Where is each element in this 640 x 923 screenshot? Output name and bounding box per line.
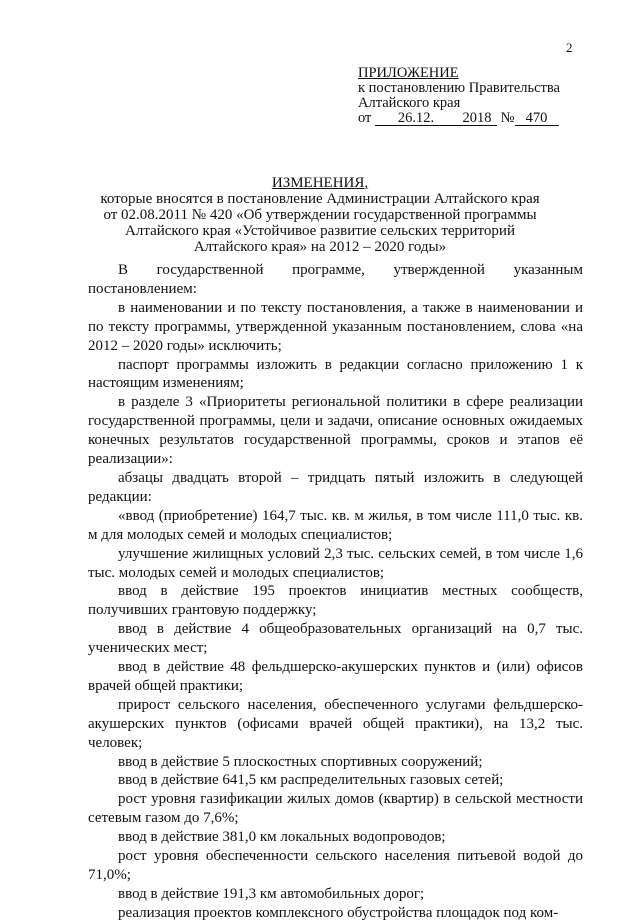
- body-paragraph: паспорт программы изложить в редакции согласно приложению 1 к настоящим изменениям;: [88, 356, 583, 392]
- body-paragraph: ввод в действие 191,3 км автомобильных дорог;: [118, 885, 425, 902]
- appendix-heading: ПРИЛОЖЕНИЕ: [358, 65, 459, 81]
- resolution-year: 2018: [457, 111, 497, 126]
- body-paragraph: рост уровня обеспеченности сельского населения питьевой водой до 71,0%;: [88, 848, 583, 883]
- page-number: 2: [566, 40, 573, 55]
- body-paragraph: реализация проектов комплексного обустройства площадок под ком-: [118, 904, 559, 921]
- date-prefix: от: [358, 110, 372, 126]
- title-line: Алтайского края «Устойчивое развитие сельских территорий: [125, 223, 515, 239]
- title-line: Алтайского края» на 2012 – 2020 годы»: [193, 239, 447, 255]
- body-paragraph: прирост сельского населения, обеспеченного услугами фельдшерско-акушерских пунктов (офисами врачей общей практики), на 13,2 тыс. человек;: [88, 696, 583, 751]
- appendix-date-line: [358, 111, 560, 126]
- appendix-line-region: Алтайского края: [358, 95, 461, 111]
- body-paragraph: в разделе 3 «Приоритеты региональной политики в сфере реализации государственной программы, цели и задачи, описание основных ожидаемых конечных результатов государственной программы, сроков и этапов её реализации»:: [88, 394, 583, 468]
- body-paragraph: ввод в действие 5 плоскостных спортивных сооружений;: [118, 753, 483, 770]
- appendix-block: [358, 66, 560, 126]
- title-line: которые вносятся в постановление Администрации Алтайского края: [100, 191, 540, 207]
- body-paragraph: ввод в действие 195 проектов инициатив местных сообществ, получивших грантовую поддержку;: [88, 583, 583, 619]
- body-paragraph: абзацы двадцать второй – тридцать пятый изложить в следующей редакции:: [88, 469, 583, 505]
- body-paragraph: ввод в действие 4 общеобразовательных организаций на 0,7 тыс. ученических мест;: [88, 621, 583, 657]
- body-paragraph: ввод в действие 381,0 км локальных водопроводов;: [118, 829, 446, 846]
- resolution-number: 470: [515, 111, 559, 126]
- number-sign: №: [500, 110, 515, 126]
- resolution-date: 26.12.: [375, 111, 457, 126]
- title-line: от 02.08.2011 № 420 «Об утверждении государственной программы: [103, 207, 537, 223]
- appendix-line-resolution: к постановлению Правительства: [358, 80, 560, 96]
- body-paragraph: В государственной программе, утвержденной указанным постановлением:: [88, 262, 583, 297]
- body-paragraph: «ввод (приобретение) 164,7 тыс. кв. м жилья, в том числе 111,0 тыс. кв. м для молодых семей и молодых специалистов;: [88, 507, 583, 543]
- body-paragraph: ввод в действие 48 фельдшерско-акушерских пунктов и (или) офисов врачей общей практики;: [88, 659, 583, 694]
- body-paragraph: улучшение жилищных условий 2,3 тыс. сельских семей, в том числе 1,6 тыс. молодых семей и молодых специалистов;: [88, 545, 583, 581]
- body-paragraph: ввод в действие 641,5 км распределительных газовых сетей;: [118, 772, 504, 789]
- document-title: [0, 175, 640, 255]
- body-paragraph: рост уровня газификации жилых домов (квартир) в сельской местности сетевым газом до 7,6%;: [88, 791, 583, 827]
- document-body: [88, 261, 583, 923]
- body-paragraph: в наименовании и по тексту постановления, а также в наименовании и по тексту программы, утвержденной указанным постановлением, слова «на 2012 – 2020 годы» исключить;: [88, 299, 583, 354]
- title-main: ИЗМЕНЕНИЯ,: [271, 175, 369, 191]
